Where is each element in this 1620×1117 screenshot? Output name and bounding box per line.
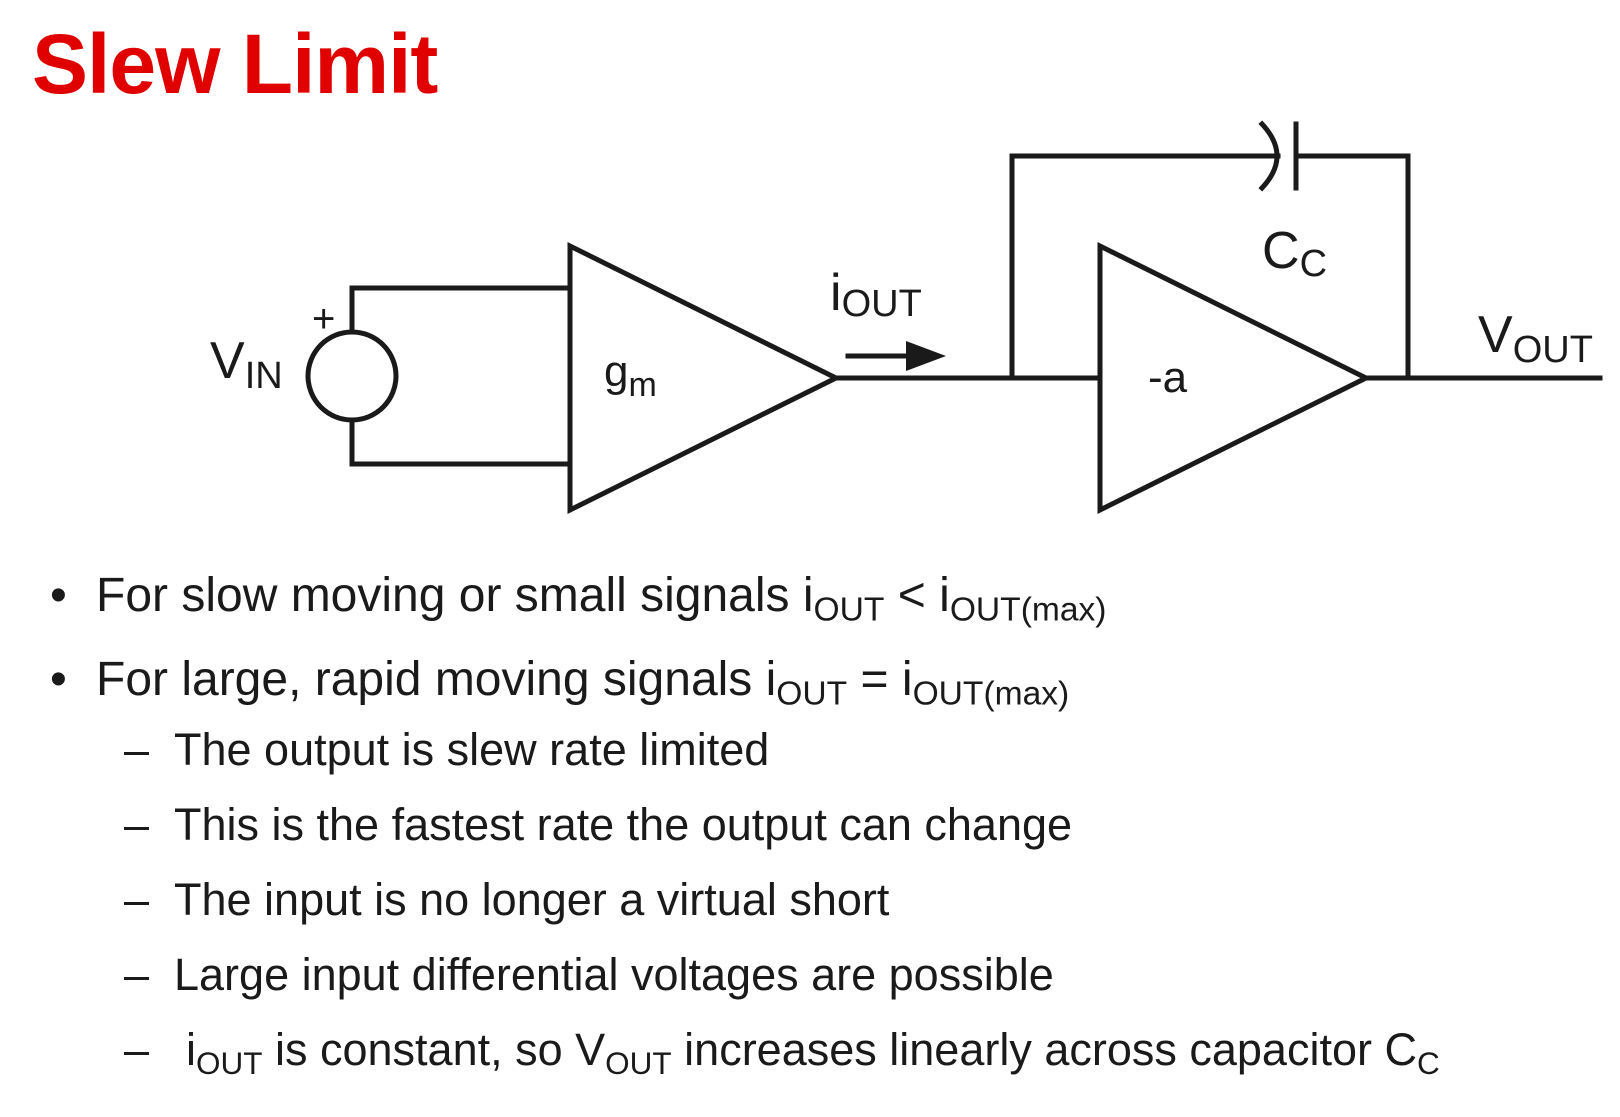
dash-marker: –: [124, 724, 150, 775]
sub-bullet-fastest-rate: [124, 799, 1072, 851]
dash-marker: –: [124, 874, 150, 925]
sub-bullet-text: The output is slew rate limited: [174, 724, 770, 775]
dash-marker: –: [124, 1024, 150, 1075]
sub-bullet-virtual-short: [124, 874, 889, 926]
cc-label: CC: [1262, 222, 1328, 285]
sub-bullet-text: This is the fastest rate the output can change: [174, 799, 1073, 850]
gain-stage-label: -a: [1148, 353, 1188, 402]
gm-amplifier-label: gm: [604, 347, 657, 404]
bullet-large-signals: [50, 652, 1070, 713]
source-polarity-plus: +: [312, 297, 336, 341]
sub-bullet-text: The input is no longer a virtual short: [174, 874, 890, 925]
vout-label: VOUT: [1478, 306, 1593, 371]
sub-bullet-text: Large input differential voltages are possible: [174, 949, 1054, 1000]
slide-title: Slew Limit: [32, 17, 438, 111]
bullet-slow-signals-text: For slow moving or small signals $i_{OUT} < i_{OUT(max)}$: [96, 569, 1107, 629]
bullet-dot: •: [50, 569, 67, 622]
vin-label: VIN: [210, 332, 283, 397]
sub-bullet-slew-limited: [124, 724, 769, 776]
dash-marker: –: [124, 799, 150, 850]
bullet-dot: •: [50, 653, 67, 706]
dash-marker: –: [124, 949, 150, 1000]
iout-label: iOUT: [830, 264, 922, 325]
bullet-large-signals-text: For large, rapid moving signals $i_{OUT} = i_{OUT(max)}$: [96, 653, 1070, 713]
sub-bullet-iout-constant: [124, 1024, 1440, 1081]
sub-bullet-text: $i_{OUT}$ is constant, so $V_{OUT}$ increases linearly across capacitor $C_C$: [186, 1024, 1440, 1081]
bullet-slow-signals: [50, 568, 1107, 629]
sub-bullet-differential-voltages: [124, 949, 1054, 1001]
